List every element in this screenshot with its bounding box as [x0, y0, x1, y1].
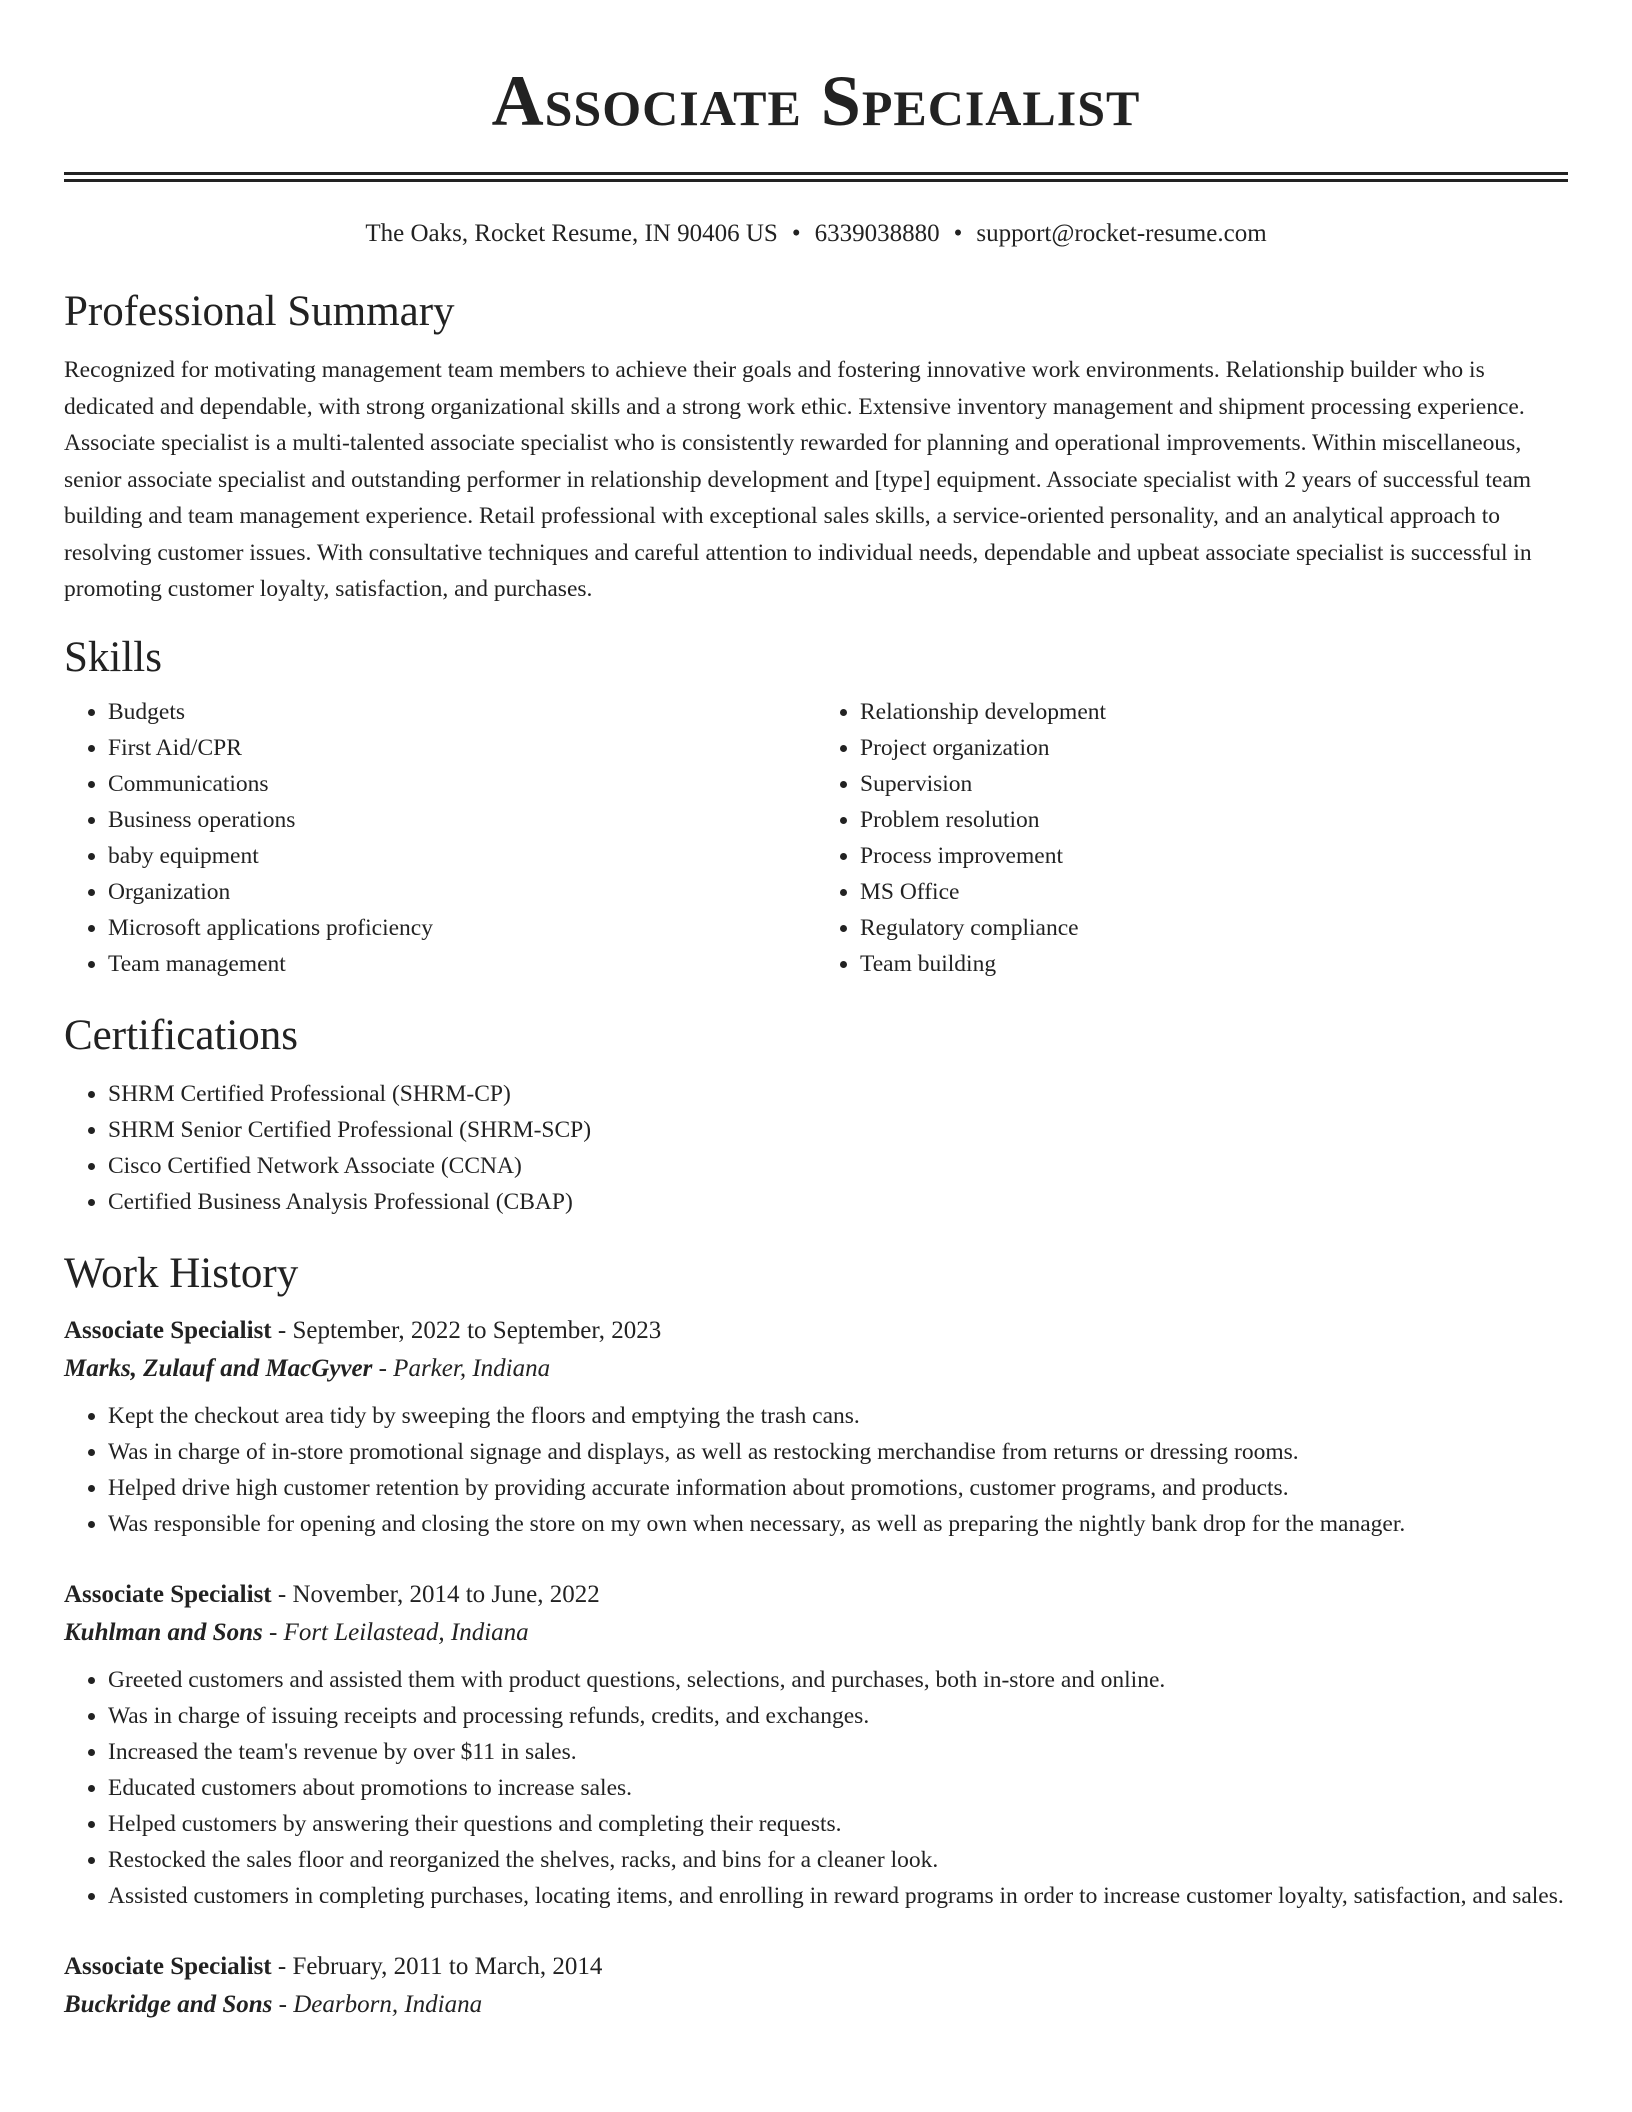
contact-line — [64, 218, 1568, 250]
job-bullet: • Educated customers about promotions to increase sales. — [108, 1770, 1568, 1806]
resume-name-title: Associate Specialist — [491, 61, 1141, 141]
job-entry — [64, 1948, 1568, 2024]
job-bullet: • Helped drive high customer retention by providing accurate information about promotions, customer programs, and products. — [108, 1470, 1568, 1506]
job-role: Associate Specialist — [64, 1316, 272, 1344]
job-bullets — [64, 1398, 1568, 1542]
certifications-list — [64, 1076, 1568, 1220]
skill-item: • Communications — [108, 766, 816, 802]
skill-item: • MS Office — [860, 874, 1568, 910]
job-role: Associate Specialist — [64, 1952, 272, 1980]
job-bullet: • Was in charge of in-store promotional signage and displays, as well as restocking merchandise from returns or dressing rooms. — [108, 1434, 1568, 1470]
contact-separator: • — [953, 220, 963, 247]
skill-item: • Business operations — [108, 802, 816, 838]
certification-item: • SHRM Certified Professional (SHRM-CP) — [108, 1076, 1568, 1112]
contact-phone: 6339038880 — [814, 220, 940, 247]
skill-item: • Organization — [108, 874, 816, 910]
skill-item: • Process improvement — [860, 838, 1568, 874]
section-title-skills: Skills — [64, 633, 162, 681]
job-bullet: • Helped customers by answering their questions and completing their requests. — [108, 1806, 1568, 1842]
job-bullet: • Restocked the sales floor and reorganized the shelves, racks, and bins for a cleaner look. — [108, 1842, 1568, 1878]
skill-item: • Supervision — [860, 766, 1568, 802]
title-double-rule — [64, 172, 1568, 182]
section-title-certifications: Certifications — [64, 1011, 299, 1059]
skill-item: • Team management — [108, 946, 816, 982]
job-location: - Fort Leilastead, Indiana — [262, 1618, 529, 1646]
job-company: Kuhlman and Sons — [64, 1618, 263, 1646]
job-bullet: • Increased the team's revenue by over $11 in sales. — [108, 1734, 1568, 1770]
certification-item: • SHRM Senior Certified Professional (SHRM-SCP) — [108, 1112, 1568, 1148]
skill-item: • Microsoft applications proficiency — [108, 910, 816, 946]
contact-separator: • — [791, 220, 801, 247]
section-title-summary: Professional Summary — [64, 288, 455, 335]
skill-item: • Regulatory compliance — [860, 910, 1568, 946]
job-entry — [64, 1312, 1568, 1542]
job-company-line — [64, 1986, 1568, 2024]
job-dates: - November, 2014 to June, 2022 — [271, 1580, 600, 1608]
job-heading — [64, 1576, 1568, 1614]
skill-item: • baby equipment — [108, 838, 816, 874]
skill-item: • Budgets — [108, 694, 816, 730]
job-bullets — [64, 1662, 1568, 1914]
job-bullet: • Was responsible for opening and closing the store on my own when necessary, as well as preparing the nightly bank drop for the manager. — [108, 1506, 1568, 1542]
job-company: Buckridge and Sons — [64, 1990, 273, 2018]
skills-list-left — [64, 694, 816, 982]
skill-item: • Problem resolution — [860, 802, 1568, 838]
job-bullet: • Greeted customers and assisted them with product questions, selections, and purchases, both in-store and online. — [108, 1662, 1568, 1698]
job-bullet: • Was in charge of issuing receipts and processing refunds, credits, and exchanges. — [108, 1698, 1568, 1734]
job-bullet: • Assisted customers in completing purchases, locating items, and enrolling in reward programs in order to increase customer loyalty, satisfaction, and sales. — [108, 1878, 1568, 1914]
contact-email: support@rocket-resume.com — [976, 220, 1267, 247]
certification-item: • Cisco Certified Network Associate (CCNA) — [108, 1148, 1568, 1184]
skill-item: • Project organization — [860, 730, 1568, 766]
skill-item: • Team building — [860, 946, 1568, 982]
section-title-work-history: Work History — [64, 1249, 299, 1297]
summary-text: Recognized for motivating management team members to achieve their goals and fostering innovative work environments. Relationship builder who is dedicated and dependable, with strong organizational skills and a strong work ethic. Extensive inventory management and shipment processing experience. Associate specialist is a multi-talented associate specialist who is consistently rewarded for planning and operational improvements. Within miscellaneous, senior associate specialist and outstanding performer in relationship development and [type] equipment. Associate specialist with 2 years of successful team building and team management experience. Retail professional with exceptional sales skills, a service-oriented personality, and an analytical approach to resolving customer issues. With consultative techniques and careful attention to individual needs, dependable and upbeat associate specialist is successful in promoting customer loyalty, satisfaction, and purchases. — [64, 357, 1532, 602]
job-heading — [64, 1948, 1568, 1986]
job-location: - Dearborn, Indiana — [272, 1990, 483, 2018]
job-company-line — [64, 1614, 1568, 1652]
certification-item: • Certified Business Analysis Professional (CBAP) — [108, 1184, 1568, 1220]
job-company-line — [64, 1350, 1568, 1388]
job-bullet: • Kept the checkout area tidy by sweeping the floors and emptying the trash cans. — [108, 1398, 1568, 1434]
job-dates: - February, 2011 to March, 2014 — [271, 1952, 603, 1980]
job-dates: - September, 2022 to September, 2023 — [271, 1316, 662, 1344]
contact-address: The Oaks, Rocket Resume, IN 90406 US — [365, 220, 778, 247]
job-location: - Parker, Indiana — [372, 1354, 551, 1382]
skill-item: • Relationship development — [860, 694, 1568, 730]
job-heading — [64, 1312, 1568, 1350]
job-company: Marks, Zulauf and MacGyver — [64, 1354, 373, 1382]
skills-list-right — [816, 694, 1568, 982]
skill-item: • First Aid/CPR — [108, 730, 816, 766]
job-entry — [64, 1576, 1568, 1914]
job-role: Associate Specialist — [64, 1580, 272, 1608]
skills-columns — [64, 694, 1568, 982]
